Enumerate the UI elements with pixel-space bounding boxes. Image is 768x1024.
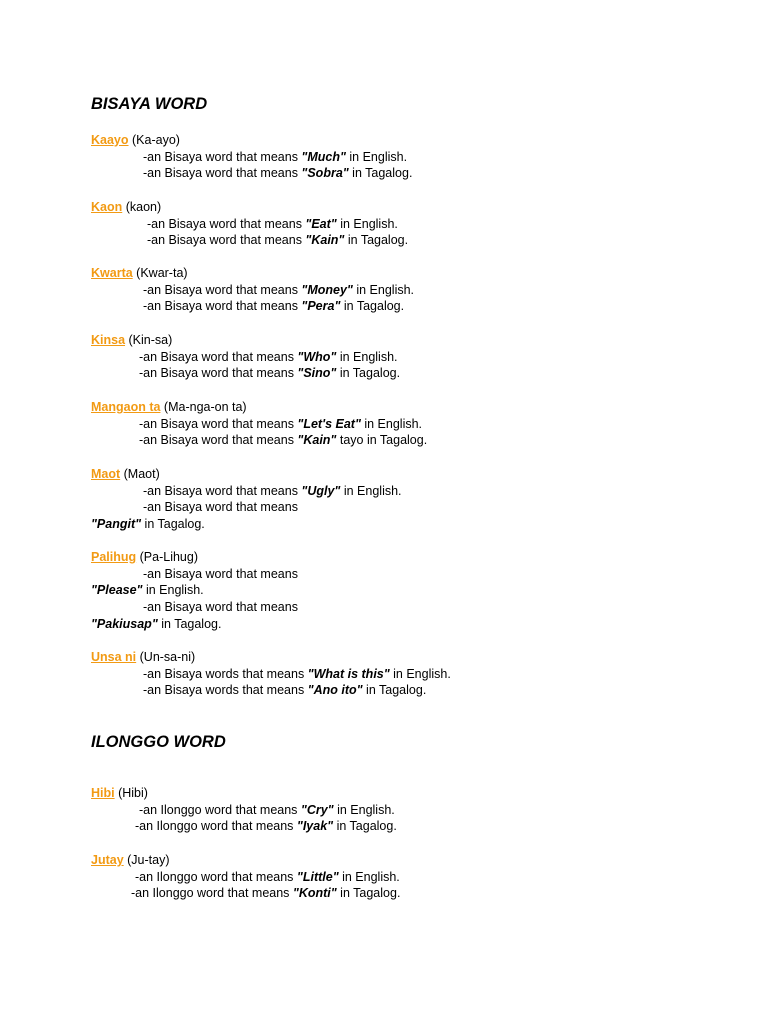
meaning-word: "Sobra" — [301, 166, 349, 181]
definition-text: in Tagalog. — [157, 616, 222, 631]
entry-maot — [91, 466, 751, 533]
definition-text: -an Ilonggo word that means — [135, 869, 297, 884]
pronunciation: (Un-sa-ni) — [136, 650, 196, 664]
entry-hibi — [91, 785, 751, 835]
meaning-word: "Let's Eat" — [297, 416, 361, 431]
definition-text: -an Bisaya word that means — [143, 600, 298, 615]
term-link[interactable]: Palihug — [91, 550, 137, 564]
definition-text: -an Bisaya word that means — [143, 166, 302, 181]
definition-text: in English. — [340, 483, 402, 498]
term-link[interactable]: Mangaon ta — [91, 400, 161, 414]
pronunciation: (Ju-tay) — [123, 853, 170, 867]
meaning-word: "What is this" — [307, 666, 390, 681]
meaning-word: "Eat" — [305, 216, 337, 231]
term-link[interactable]: Kinsa — [91, 333, 126, 347]
entry-mangaon-ta — [91, 399, 751, 449]
meaning-word: "Please" — [91, 583, 143, 598]
definition-text: -an Ilonggo word that means — [131, 886, 293, 901]
definition-text: in Tagalog. — [344, 233, 409, 248]
definition-text: -an Bisaya word that means — [143, 566, 298, 581]
pronunciation: (Maot) — [120, 467, 160, 481]
definition-text: in Tagalog. — [362, 683, 427, 698]
definition-text: in English. — [336, 349, 398, 364]
definition-text: -an Bisaya word that means — [143, 500, 298, 515]
entry-jutay — [91, 852, 751, 902]
section-heading-bisaya: BISAYA WORD — [91, 95, 208, 113]
entry-kinsa — [91, 332, 751, 382]
pronunciation: (Hibi) — [114, 786, 148, 800]
pronunciation: (Ka-ayo) — [128, 133, 180, 147]
entry-unsa-ni — [91, 649, 751, 699]
term-link[interactable]: Kwarta — [91, 266, 133, 280]
definition-text: in Tagalog. — [336, 886, 401, 901]
entry-palihug — [91, 549, 751, 632]
definition-text: in English. — [338, 869, 400, 884]
meaning-word: "Ano ito" — [307, 683, 363, 698]
meaning-word: "Cry" — [300, 802, 334, 817]
meaning-word: "Pakiusap" — [91, 616, 158, 631]
pronunciation: (kaon) — [122, 200, 162, 214]
definition-text: in Tagalog. — [336, 366, 401, 381]
meaning-word: "Pera" — [301, 299, 341, 314]
definition-text: -an Bisaya word that means — [139, 433, 298, 448]
definition-text: in Tagalog. — [348, 166, 413, 181]
definition-text: in English. — [333, 802, 395, 817]
definition-text: -an Bisaya word that means — [143, 483, 302, 498]
definition-text: in English. — [352, 282, 415, 297]
definition-text: -an Bisaya word that means — [147, 233, 306, 248]
definition-text: -an Bisaya word that means — [143, 149, 302, 164]
definition-text: in English. — [360, 416, 423, 431]
definition-text: in English. — [389, 666, 451, 681]
term-link[interactable]: Kaayo — [91, 133, 129, 147]
term-link[interactable]: Unsa ni — [91, 650, 137, 664]
meaning-word: "Kain" — [305, 233, 345, 248]
definition-text: -an Bisaya word that means — [139, 349, 298, 364]
definition-text: tayo in Tagalog. — [336, 433, 428, 448]
pronunciation: (Kin-sa) — [125, 333, 173, 347]
definition-text: in English. — [336, 216, 398, 231]
definition-text: in Tagalog. — [333, 819, 397, 834]
definition-text: in Tagalog. — [141, 517, 205, 532]
definition-text: -an Ilonggo word that means — [135, 819, 297, 834]
meaning-word: "Sino" — [297, 366, 337, 381]
term-link[interactable]: Hibi — [91, 786, 115, 800]
pronunciation: (Pa-Lihug) — [136, 550, 198, 564]
section-heading-ilonggo: ILONGGO WORD — [91, 733, 226, 751]
definition-text: -an Bisaya word that means — [139, 416, 298, 431]
meaning-word: "Little" — [296, 869, 339, 884]
term-link[interactable]: Maot — [91, 467, 121, 481]
meaning-word: "Money" — [301, 282, 353, 297]
definition-text: -an Ilonggo word that means — [139, 802, 301, 817]
meaning-word: "Pangit" — [91, 517, 142, 532]
entry-kaayo — [91, 132, 751, 182]
definition-text: -an Bisaya word that means — [147, 216, 306, 231]
meaning-word: "Kain" — [297, 433, 337, 448]
entry-kwarta — [91, 265, 751, 315]
definition-text: in English. — [142, 583, 204, 598]
definition-text: -an Bisaya words that means — [143, 666, 308, 681]
term-link[interactable]: Jutay — [91, 853, 124, 867]
meaning-word: "Much" — [301, 149, 346, 164]
meaning-word: "Ugly" — [301, 483, 341, 498]
definition-text: -an Bisaya word that means — [143, 282, 302, 297]
definition-text: -an Bisaya word that means — [139, 366, 298, 381]
pronunciation: (Kwar-ta) — [132, 266, 188, 280]
definition-text: in English. — [345, 149, 408, 164]
definition-text: -an Bisaya words that means — [143, 683, 308, 698]
pronunciation: (Ma-nga-on ta) — [160, 400, 247, 414]
meaning-word: "Who" — [297, 349, 337, 364]
definition-text: -an Bisaya word that means — [143, 299, 302, 314]
definition-text: in Tagalog. — [340, 299, 405, 314]
entry-kaon — [91, 199, 751, 249]
meaning-word: "Konti" — [292, 886, 337, 901]
term-link[interactable]: Kaon — [91, 200, 123, 214]
meaning-word: "Iyak" — [296, 819, 334, 834]
